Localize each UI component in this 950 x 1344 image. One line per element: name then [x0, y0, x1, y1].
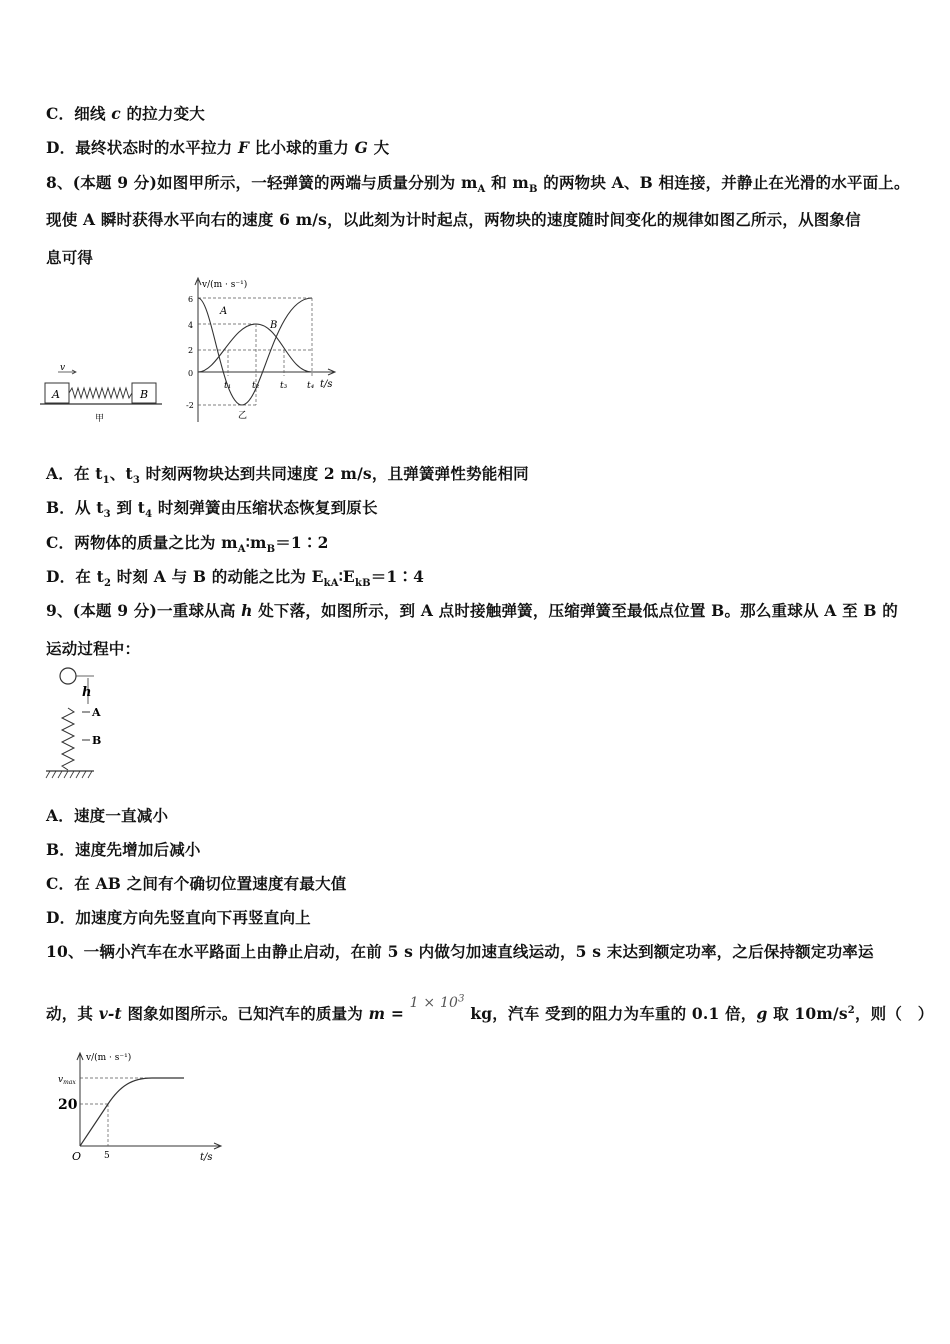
q7-option-d: D．最终状态时的水平拉力 F 比小球的重力 G 大 — [46, 138, 390, 157]
x-tick-t4: t₄ — [307, 381, 315, 391]
q9-option-d: D．加速度方向先竖直向下再竖直向上 — [46, 908, 311, 927]
q9-option-a: A．速度一直减小 — [46, 806, 169, 825]
origin-label: O — [72, 1150, 82, 1163]
y-tick-0: 0 — [188, 369, 194, 378]
point-a-label: A — [92, 706, 101, 719]
figure-caption-yi: 乙 — [238, 411, 248, 421]
q9-figure — [44, 664, 124, 782]
y-tick-6: 6 — [188, 295, 194, 304]
q10-vt-graph — [52, 1048, 232, 1166]
x-tick-t3: t₃ — [280, 381, 288, 391]
velocity-label: v — [60, 363, 66, 373]
y-axis-label: v/(m · s⁻¹) — [202, 280, 248, 290]
q8-figure-jia — [40, 358, 170, 428]
x-axis-label: t/s — [200, 1152, 213, 1163]
x-tick-5: 5 — [104, 1151, 110, 1161]
x-tick-t1: t₁ — [224, 381, 232, 391]
q9-option-c: C．在 AB 之间有个确切位置速度有最大值 — [46, 874, 347, 893]
x-tick-t2: t₂ — [252, 381, 260, 391]
y-tick-20: 20 — [58, 1097, 78, 1113]
q10-stem-line2: 动，其 v-t 图象如图所示。已知汽车的质量为 $m = 1 \times 10^3$ kg，汽车 受到的阻力为车重的 0.1 倍，g 取 $10m/s^2$，则（ ） — [46, 993, 934, 1023]
guide-lines — [80, 1078, 184, 1146]
y-tick-4: 4 — [188, 321, 194, 330]
q7-option-c: C．细线 c 的拉力变大 — [46, 104, 205, 123]
mass-value: $1 \times 10^3$ — [409, 993, 465, 1011]
ball — [60, 668, 76, 684]
q8-stem-line2: 现使 A 瞬时获得水平向右的速度 6 m/s，以此刻为计时起点，两物块的速度随时间变化的规律如图乙所示，从图象信 — [46, 210, 861, 229]
q9-stem-line2: 运动过程中： — [46, 639, 141, 658]
curve-b-label: B — [270, 320, 278, 331]
q8-stem-line1: 8、(本题 9 分)如图甲所示，一轻弹簧的两端与质量分别为 $m_A$ 和 $m_B$ 的两物块 A、B 相连接，并静止在光滑的水平面上。 — [46, 173, 910, 196]
block-a-label: A — [52, 388, 60, 401]
q8-option-d: D．在 $t_2$ 时刻 A 与 B 的动能之比为 $E_{kA}∶E_{kB}=1∶4$ — [46, 567, 425, 590]
curve-b — [198, 324, 312, 372]
q8-option-c: C．两物体的质量之比为 $m_A∶m_B=1∶2$ — [46, 533, 329, 556]
q8-graph-yi — [184, 272, 344, 432]
y-tick-2: 2 — [188, 346, 194, 355]
q9-option-b: B．速度先增加后减小 — [46, 840, 201, 859]
figure-caption-jia: 甲 — [95, 414, 105, 424]
block-b-label: B — [140, 388, 149, 401]
curve-a-label: A — [220, 306, 228, 317]
point-b-label: B — [92, 734, 102, 747]
y-axis-label: v/(m · s⁻¹) — [86, 1053, 132, 1063]
y-tick-neg2: -2 — [186, 401, 194, 410]
spring — [69, 388, 132, 398]
x-axis-label: t/s — [320, 379, 333, 390]
vt-curve — [80, 1078, 184, 1146]
q10-stem-line1: 10、一辆小汽车在水平路面上由静止启动，在前 5 s 内做匀加速直线运动，5 s 末达到额定功率，之后保持额定功率运 — [46, 942, 874, 961]
ground-hatch — [46, 771, 92, 778]
height-label: h — [82, 685, 92, 700]
vmax-label: $v_{max}$ — [58, 1075, 76, 1086]
q8-option-a: A．在 $t_1$、$t_3$ 时刻两物块达到共同速度 2 m/s，且弹簧弹性势能相同 — [46, 464, 529, 487]
q8-option-b: B．从 $t_3$ 到 $t_4$ 时刻弹簧由压缩状态恢复到原长 — [46, 498, 378, 521]
spring — [62, 708, 74, 770]
q9-stem-line1: 9、(本题 9 分)一重球从高 h 处下落，如图所示，到 A 点时接触弹簧，压缩弹簧至最低点位置 B。那么重球从 A 至 B 的 — [46, 601, 898, 620]
q8-stem-line3: 息可得 — [46, 248, 94, 267]
